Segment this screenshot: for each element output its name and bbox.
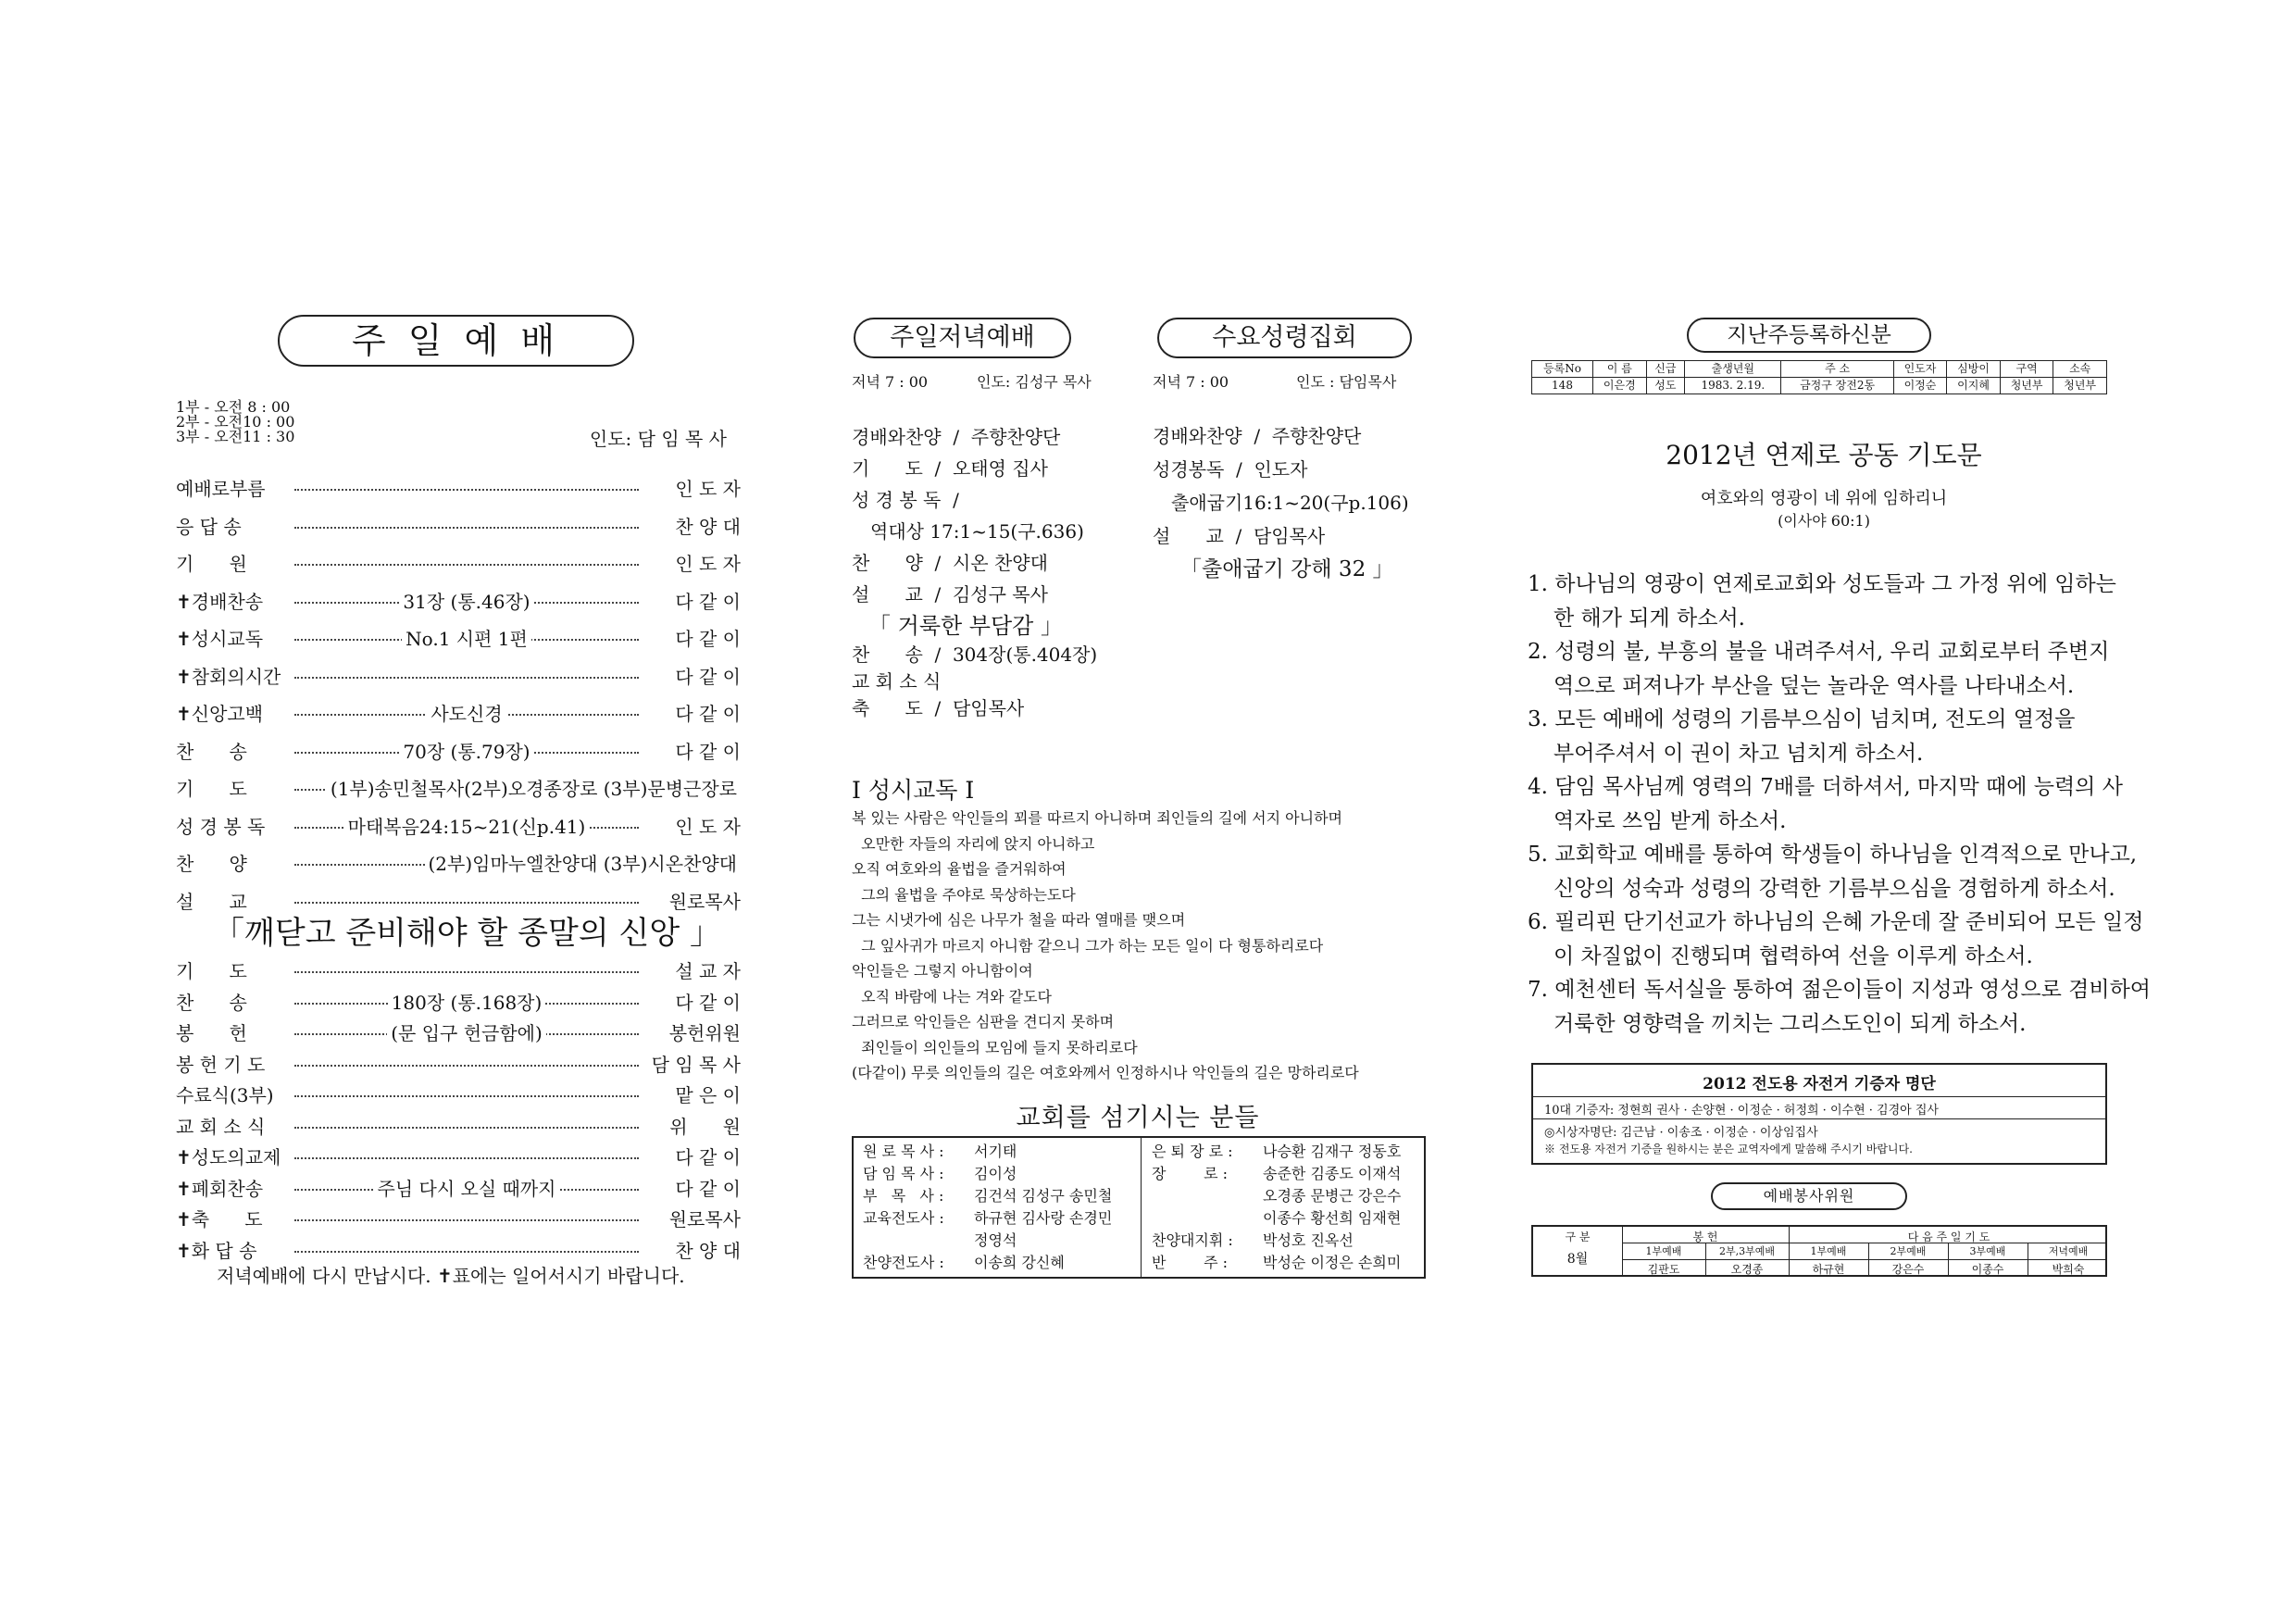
order-row [176,1205,741,1232]
reg-cell: 이은경 [1593,378,1647,394]
reg-cell: 1983. 2.19. [1685,378,1781,394]
reg-cell: 청년부 [2053,378,2107,394]
wednesday-line: 성경봉독 / 인도자 [1153,458,1308,481]
order-row [176,699,741,727]
staff-names: 서기태 [974,1143,1017,1160]
staff-right [1152,1141,1401,1274]
worship-leader: 인도: 담 임 목 사 [589,428,727,450]
staff-row [863,1230,1112,1252]
reg-cell: 148 [1532,378,1593,394]
dotted-leader [294,677,639,679]
order-label: 기 도 [176,960,247,982]
order-mid-wrap [294,737,639,764]
order-detail: 주님 다시 오실 때까지 [374,1178,560,1200]
order-row [176,624,741,652]
order-person: 찬 양 대 [675,515,741,538]
svc-month: 8월 [1566,1252,1589,1267]
order-detail: 70장 (통.79장) [399,741,533,763]
staff-row [863,1141,1112,1163]
reg-header-cell: 심방이 [1947,361,2001,378]
order-row [176,1112,741,1140]
svc-header: 구 분 [1565,1230,1591,1243]
staff-role: 원 로 목 사 : [863,1143,944,1160]
reading-line: 죄인들이 의인들의 모임에 들지 못하리로다 [852,1038,1138,1056]
order-label: 기 도 [176,778,247,800]
evening-scripture: 역대상 17:1~15(구.636) [870,520,1084,543]
reg-header-cell: 신급 [1646,361,1685,378]
order-mid-wrap [294,812,639,839]
prayer-title: 2012년 연제로 공동 기도문 [1666,440,1982,470]
reg-header-cell: 구역 [2000,361,2053,378]
order-row [176,849,741,877]
reading-line: 복 있는 사람은 악인들의 꾀를 따르지 아니하며 죄인들의 길에 서지 아니하며 [852,809,1342,827]
order-label: ✝폐회찬송 [176,1177,264,1200]
evening-line: 성 경 봉 독 / [852,489,959,511]
sunday-worship-title: 주 일 예 배 [278,315,634,367]
reg-header-cell: 주 소 [1781,361,1893,378]
order-person: 인 도 자 [675,553,741,575]
dotted-leader [294,1065,639,1067]
order-detail: (1부)송민철목사(2부)오경종장로 (3부)문병근장로 [327,778,741,800]
order-row [176,1174,741,1202]
reg-cell: 이지혜 [1947,378,2001,394]
svc-header: 다 음 주 일 기 도 [1907,1230,1990,1243]
reading-line: 오직 바람에 나는 겨와 같도다 [852,987,1052,1006]
bicycle-awardees-line: ◎시상자명단: 김근남 · 이송조 · 이정순 · 이상임집사 [1544,1126,1818,1140]
svc-cell: 강은수 [1891,1263,1925,1276]
prayer-item: 4. 담임 목사님께 영력의 7배를 더하셔서, 마지막 때에 능력의 사 [1528,775,2123,799]
staff-role: 찬양전도사 : [863,1254,944,1271]
order-label: 봉 헌 [176,1022,247,1044]
reg-cell: 청년부 [2000,378,2053,394]
reading-line: 악인들은 그렇지 아니함이여 [852,962,1033,980]
order-row [176,474,741,502]
order-row [176,549,741,577]
staff-left [863,1141,1112,1274]
svc-subheader: 1부예배 [1810,1245,1847,1257]
order-row [176,662,741,690]
order-person: 다 같 이 [675,1146,741,1168]
staff-names: 송준한 김종도 이재석 [1263,1165,1402,1182]
staff-row [1152,1252,1401,1274]
reading-line: 그 잎사귀가 마르지 아니함 같으니 그가 하는 모든 일이 다 형통하리로다 [852,936,1324,955]
order-person: 다 같 이 [675,590,741,613]
order-label: 교 회 소 식 [176,1115,266,1138]
prayer-list [1528,568,2152,1041]
wednesday-time: 저녁 7 : 00 [1153,373,1229,391]
prayer-item-cont: 거룩한 영향력을 끼치는 그리스도인이 되게 하소서. [1554,1011,2027,1036]
order-mid-wrap [294,699,639,726]
order-person: 다 같 이 [675,1177,741,1200]
staff-row [863,1207,1112,1230]
wednesday-service-title: 수요성령집회 [1157,318,1412,358]
evening-line: 경배와찬양 / 주향찬양단 [852,426,1061,448]
order-label: 성 경 봉 독 [176,815,266,838]
order-label: ✝참회의시간 [176,665,281,688]
staff-names: 정영석 [974,1231,1017,1249]
svc-divider [1705,1243,1706,1275]
prayer-item: 2. 성령의 불, 부흥의 불을 내려주셔서, 우리 교회로부터 주변지 [1528,640,2110,664]
reading-line: 그의 율법을 주야로 묵상하는도다 [852,885,1076,904]
sunday-worship-panel [176,315,750,1287]
order-person: 인 도 자 [675,478,741,500]
staff-names: 하규현 김사랑 손경민 [974,1209,1113,1227]
order-label: 찬 양 [176,853,247,875]
staff-names: 이종수 황선희 임재현 [1263,1209,1402,1227]
order-person: 다 같 이 [675,703,741,725]
middle-panel [852,315,1426,1287]
order-person: 원로목사 [668,890,741,913]
dotted-leader [294,1095,639,1097]
svc-cell: 박희숙 [2052,1263,2085,1276]
evening-line: 기 도 / 오태영 집사 [852,457,1048,480]
reading-line: 오만한 자들의 자리에 앉지 아니하고 [852,834,1095,853]
reg-header-cell: 출생년월 [1685,361,1781,378]
wednesday-scripture: 출애굽기16:1~20(구p.106) [1171,492,1409,514]
evening-line: 설 교 / 김성구 목사 [852,583,1048,606]
staff-row [1152,1163,1401,1185]
order-label: 예배로부름 [176,478,266,500]
order-row [176,1018,741,1046]
order-person: 담 임 목 사 [651,1053,741,1076]
bicycle-donors-title: 2012 전도용 자전거 기증자 명단 [1703,1075,1936,1093]
staff-title: 교회를 섬기시는 분들 [1016,1104,1260,1132]
dotted-leader [294,489,639,491]
reg-header-cell: 이 름 [1593,361,1647,378]
order-label: ✝신앙고백 [176,703,264,725]
order-of-worship-2 [176,956,741,1271]
reading-line: (다같이) 무릇 의인들의 길은 여호와께서 인정하시나 악인들의 길은 망하리로다 [852,1064,1359,1081]
svc-subheader: 1부예배 [1645,1245,1682,1257]
order-label: 봉 헌 기 도 [176,1053,266,1076]
order-mid-wrap [294,587,639,614]
order-mid-wrap [294,1174,639,1201]
prayer-item-cont: 한 해가 되게 하소서. [1554,606,1745,631]
prayer-verse: 여호와의 영광이 네 위에 임하리니 [1700,489,1948,508]
reading-line: 그는 시냇가에 심은 나무가 철을 따라 열매를 맺으며 [852,911,1186,929]
staff-row [1152,1141,1401,1163]
svc-divider [1868,1243,1869,1275]
staff-names: 오경종 문병근 강은수 [1263,1187,1402,1205]
order-label: 기 원 [176,553,247,575]
prayer-item-cont: 역으로 퍼져나가 부산을 덮는 놀라운 역사를 나타내소서. [1554,673,2075,698]
order-mid-wrap [294,1018,639,1045]
order-row [176,737,741,765]
staff-names: 이송희 강신혜 [974,1254,1065,1271]
staff-names: 박성순 이정은 손희미 [1263,1254,1402,1271]
prayer-item: 7. 예천센터 독서실을 통하여 젊은이들이 지성과 영성으로 겸비하여 [1528,978,2152,1002]
service-committee-title: 예배봉사위원 [1711,1182,1907,1210]
prayer-item-cont: 부어주셔서 이 권이 차고 넘치게 하소서. [1554,741,1924,766]
bicycle-donors-note: ※ 전도용 자전거 기증을 원하시는 분은 교역자에게 말씀해 주시기 바랍니다. [1544,1143,1913,1156]
svc-subheader: 2부,3부예배 [1719,1245,1775,1257]
worship-footer: 저녁예배에 다시 만납시다. ✝표에는 일어서시기 바랍니다. [217,1265,685,1287]
dotted-leader [294,1219,639,1221]
order-mid-wrap [294,624,639,651]
order-mid-wrap [294,988,639,1015]
staff-row [863,1185,1112,1207]
order-label: 수료식(3부) [176,1084,274,1106]
reg-header-cell: 소속 [2053,361,2107,378]
order-person: 설 교 자 [675,960,741,982]
svc-cell: 김판도 [1647,1263,1680,1276]
registration-table [1531,360,2107,394]
reading-line: 오직 여호와의 율법을 즐거워하여 [852,860,1067,878]
staff-role: 장 로 : [1152,1165,1229,1182]
staff-table [852,1136,1426,1279]
order-of-worship [176,474,741,913]
staff-names: 김건석 김성구 송민철 [974,1187,1113,1205]
reg-cell: 이정순 [1893,378,1947,394]
responsive-reading [852,806,1435,1086]
right-panel [1528,315,2152,1287]
order-mid-wrap [425,849,742,876]
order-label: ✝성시교독 [176,628,264,650]
staff-row [1152,1185,1401,1207]
evening-sermon: 「 거룩한 부담감 」 [868,613,1063,639]
staff-row [863,1252,1112,1274]
order-mid-wrap [327,774,741,801]
order-detail: 180장 (통.168장) [388,992,546,1014]
evening-worship-title: 주일저녁예배 [854,318,1071,358]
order-person: 원로목사 [668,1208,741,1230]
responsive-reading-title: Ⅰ 성시교독 Ⅰ [852,777,975,804]
service-time: 2부 - 오전10 : 00 [176,413,295,431]
reg-cell: 금정구 장전2동 [1781,378,1893,394]
sermon-title: 「깨닫고 준비해야 할 종말의 신앙 」 [213,915,722,952]
order-person: 인 도 자 [675,815,741,838]
dotted-leader [294,564,639,566]
svc-subheader: 3부예배 [1969,1245,2006,1257]
order-person: 위 원 [669,1115,741,1138]
wednesday-order [1153,419,1430,586]
service-committee-table [1531,1225,2107,1277]
prayer-item: 1. 하나님의 영광이 연제로교회와 성도들과 그 가정 위에 임하는 [1528,572,2116,596]
registration-title: 지난주등록하신분 [1687,318,1931,353]
order-row [176,512,741,540]
reg-cell: 성도 [1646,378,1685,394]
order-label: ✝축 도 [176,1208,263,1230]
staff-names: 김이성 [974,1165,1017,1182]
order-label: ✝경배찬송 [176,590,264,613]
dotted-leader [294,902,639,904]
staff-names: 나승환 김재구 정동호 [1263,1143,1402,1160]
order-row [176,774,741,802]
order-row [176,812,741,840]
evening-line: 축 도 / 담임목사 [852,697,1025,719]
order-row [176,1236,741,1264]
order-row [176,988,741,1016]
reading-line: 그러므로 악인들은 심판을 견디지 못하며 [852,1013,1115,1031]
prayer-item: 5. 교회학교 예배를 통하여 학생들이 하나님을 인격적으로 만나고, [1528,843,2138,867]
dotted-leader [294,1127,639,1129]
dotted-leader [294,971,639,973]
order-label: 설 교 [176,890,247,913]
dotted-leader [294,1157,639,1159]
wednesday-line: 설 교 / 담임목사 [1153,525,1326,547]
order-detail: No.1 시편 1편 [402,628,531,650]
order-detail: 마태복음24:15~21(신p.41) [344,816,590,838]
order-detail: 31장 (통.46장) [399,591,533,613]
staff-role: 찬양대지휘 : [1152,1231,1233,1249]
order-person: 다 같 이 [675,665,741,688]
svc-divider [1789,1243,1790,1275]
prayer-verse-ref: (이사야 60:1) [1778,512,1870,530]
staff-role: 반 주 : [1152,1254,1229,1271]
reg-header-cell: 등록No [1532,361,1593,378]
order-person: 다 같 이 [675,628,741,650]
order-label: ✝화 답 송 [176,1239,257,1262]
staff-role: 담 임 목 사 : [863,1165,944,1182]
bicycle-donors-line: 10대 기증자: 정현희 권사 · 손양현 · 이정순 · 허정희 · 이수현 · 김경아 집사 [1544,1104,1939,1118]
order-detail: (문 입구 헌금함에) [387,1022,546,1044]
svc-subheader: 2부예배 [1890,1245,1927,1257]
staff-row [863,1163,1112,1185]
order-person: 다 같 이 [675,740,741,763]
dotted-leader [294,1251,639,1253]
order-row [176,956,741,984]
order-row [176,1143,741,1170]
service-time: 3부 - 오전11 : 30 [176,428,295,445]
prayer-item-cont: 신앙의 성숙과 성령의 강력한 기름부으심을 경험하게 하소서. [1554,876,2115,901]
staff-row [1152,1207,1401,1230]
prayer-item-cont: 역자로 쓰임 받게 하소서. [1554,808,1787,833]
order-detail: 사도신경 [427,703,505,725]
wednesday-leader: 인도 : 담임목사 [1296,373,1397,391]
wednesday-line: 경배와찬양 / 주향찬양단 [1153,425,1362,447]
evening-line: 찬 송 / 304장(통.404장) [852,643,1098,666]
reg-header-cell: 인도자 [1893,361,1947,378]
evening-line: 찬 양 / 시온 찬양대 [852,552,1048,574]
evening-line: 교 회 소 식 [852,670,942,693]
order-detail: (2부)임마누엘찬양대 (3부)시온찬양대 [425,853,742,875]
staff-role: 은 퇴 장 로 : [1152,1143,1233,1160]
prayer-item: 3. 모든 예배에 성령의 기름부으심이 넘치며, 전도의 열정을 [1528,707,2076,731]
staff-row [1152,1230,1401,1252]
order-label: 응 답 송 [176,515,242,538]
order-person: 봉헌위원 [668,1022,741,1044]
bicycle-donors-box [1531,1063,2107,1165]
staff-role: 교육전도사 : [863,1209,944,1227]
order-label: 찬 송 [176,740,247,763]
staff-names: 박성호 진옥선 [1263,1231,1354,1249]
svc-cell: 이종수 [1971,1263,2004,1276]
service-times [176,400,294,444]
svc-subheader: 저녁예배 [2048,1245,2089,1257]
svc-header: 봉 헌 [1692,1230,1718,1243]
order-label: ✝성도의교제 [176,1146,281,1168]
order-row [176,587,741,615]
service-time: 1부 - 오전 8 : 00 [176,398,291,416]
svc-divider [1948,1243,1949,1275]
staff-role: 부 목 사 : [863,1187,944,1205]
prayer-item: 6. 필리핀 단기선교가 하나님의 은혜 가운데 잘 준비되어 모든 일정 [1528,910,2144,934]
order-person: 다 같 이 [675,991,741,1014]
evening-time: 저녁 7 : 00 [852,373,929,391]
evening-leader: 인도: 김성구 목사 [977,373,1092,391]
order-person: 찬 양 대 [675,1239,741,1262]
wednesday-sermon: 「출애굽기 강해 32 」 [1180,557,1394,581]
order-row [176,1050,741,1078]
prayer-item-cont: 이 차질없이 진행되며 협력하여 선을 이루게 하소서. [1554,943,2033,968]
dotted-leader [294,527,639,529]
svc-cell: 오경종 [1730,1263,1764,1276]
svc-cell: 하규현 [1812,1263,1845,1276]
evening-order [852,421,1139,722]
order-person: 맡 은 이 [675,1084,741,1106]
order-label: 찬 송 [176,991,247,1014]
order-row [176,1081,741,1108]
